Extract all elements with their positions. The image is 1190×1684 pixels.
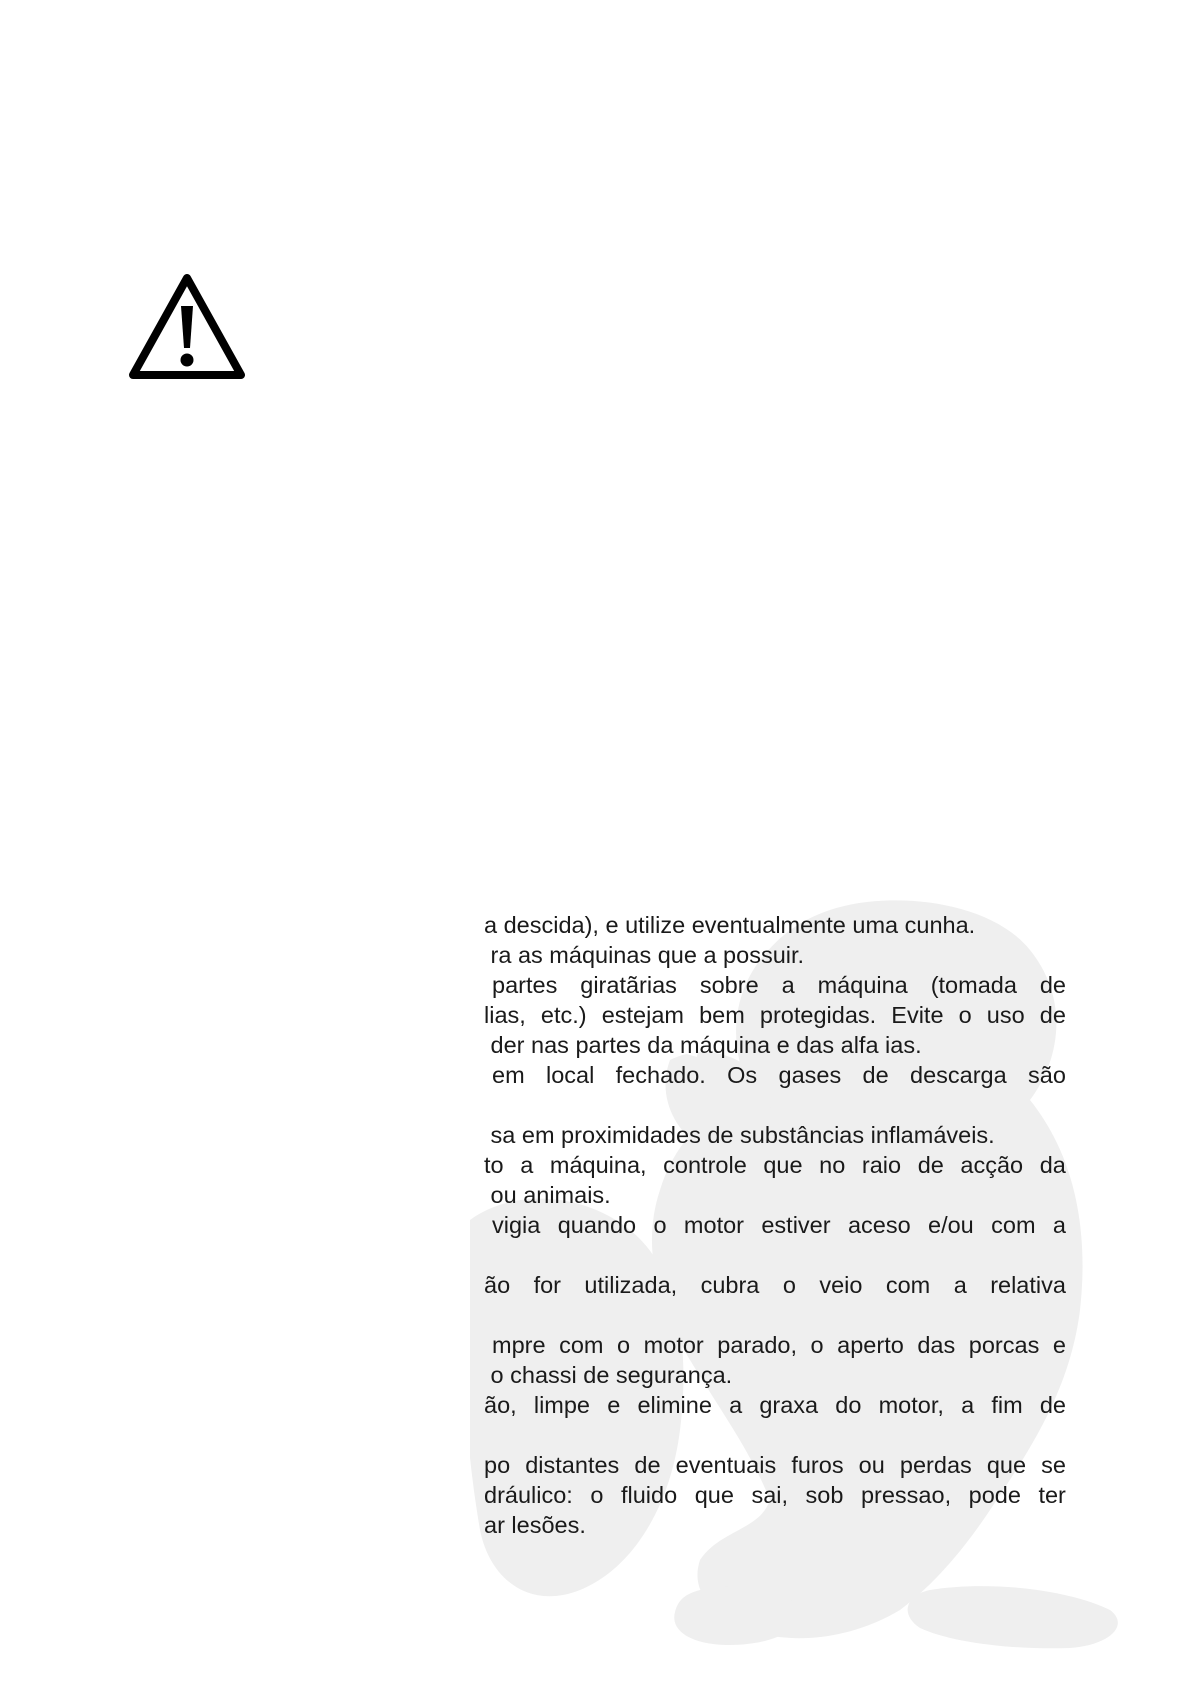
text-line: vigia quando o motor estiver aceso e/ou com a bbox=[492, 1212, 1066, 1238]
text-line bbox=[484, 1300, 1066, 1330]
text-line: ra as máquinas que a possuir. bbox=[484, 942, 805, 968]
text-line: partes giratãrias sobre a máquina (tomada de bbox=[492, 972, 1066, 998]
text-line: ão for utilizada, cubra o veio com a relativa bbox=[484, 1272, 1066, 1298]
text-line: lias, etc.) estejam bem protegidas. Evite o uso de bbox=[484, 1002, 1066, 1028]
text-line: ão, limpe e elimine a graxa do motor, a fim de bbox=[484, 1392, 1066, 1418]
text-line: der nas partes da máquina e das alfa ias. bbox=[484, 1032, 922, 1058]
text-line bbox=[484, 1240, 1066, 1270]
text-line: a descida), e utilize eventualmente uma cunha. bbox=[484, 912, 976, 938]
safety-instructions-text bbox=[484, 910, 1066, 1540]
text-line: dráulico: o fluido que sai, sob pressao, pode ter bbox=[484, 1482, 1066, 1508]
text-line bbox=[484, 1420, 1066, 1450]
text-line: ar lesões. bbox=[484, 1512, 586, 1538]
text-line: po distantes de eventuais furos ou perdas que se bbox=[484, 1452, 1066, 1478]
text-line: mpre com o motor parado, o aperto das porcas e bbox=[492, 1332, 1066, 1358]
text-line: ou animais. bbox=[484, 1182, 611, 1208]
text-line: o chassi de segurança. bbox=[484, 1362, 733, 1388]
text-line bbox=[484, 1090, 1066, 1120]
text-line: sa em proximidades de substâncias inflamáveis. bbox=[484, 1122, 995, 1148]
text-line: em local fechado. Os gases de descarga são bbox=[492, 1062, 1066, 1088]
text-line: to a máquina, controle que no raio de acção da bbox=[484, 1152, 1066, 1178]
warning-triangle-icon bbox=[128, 272, 246, 382]
